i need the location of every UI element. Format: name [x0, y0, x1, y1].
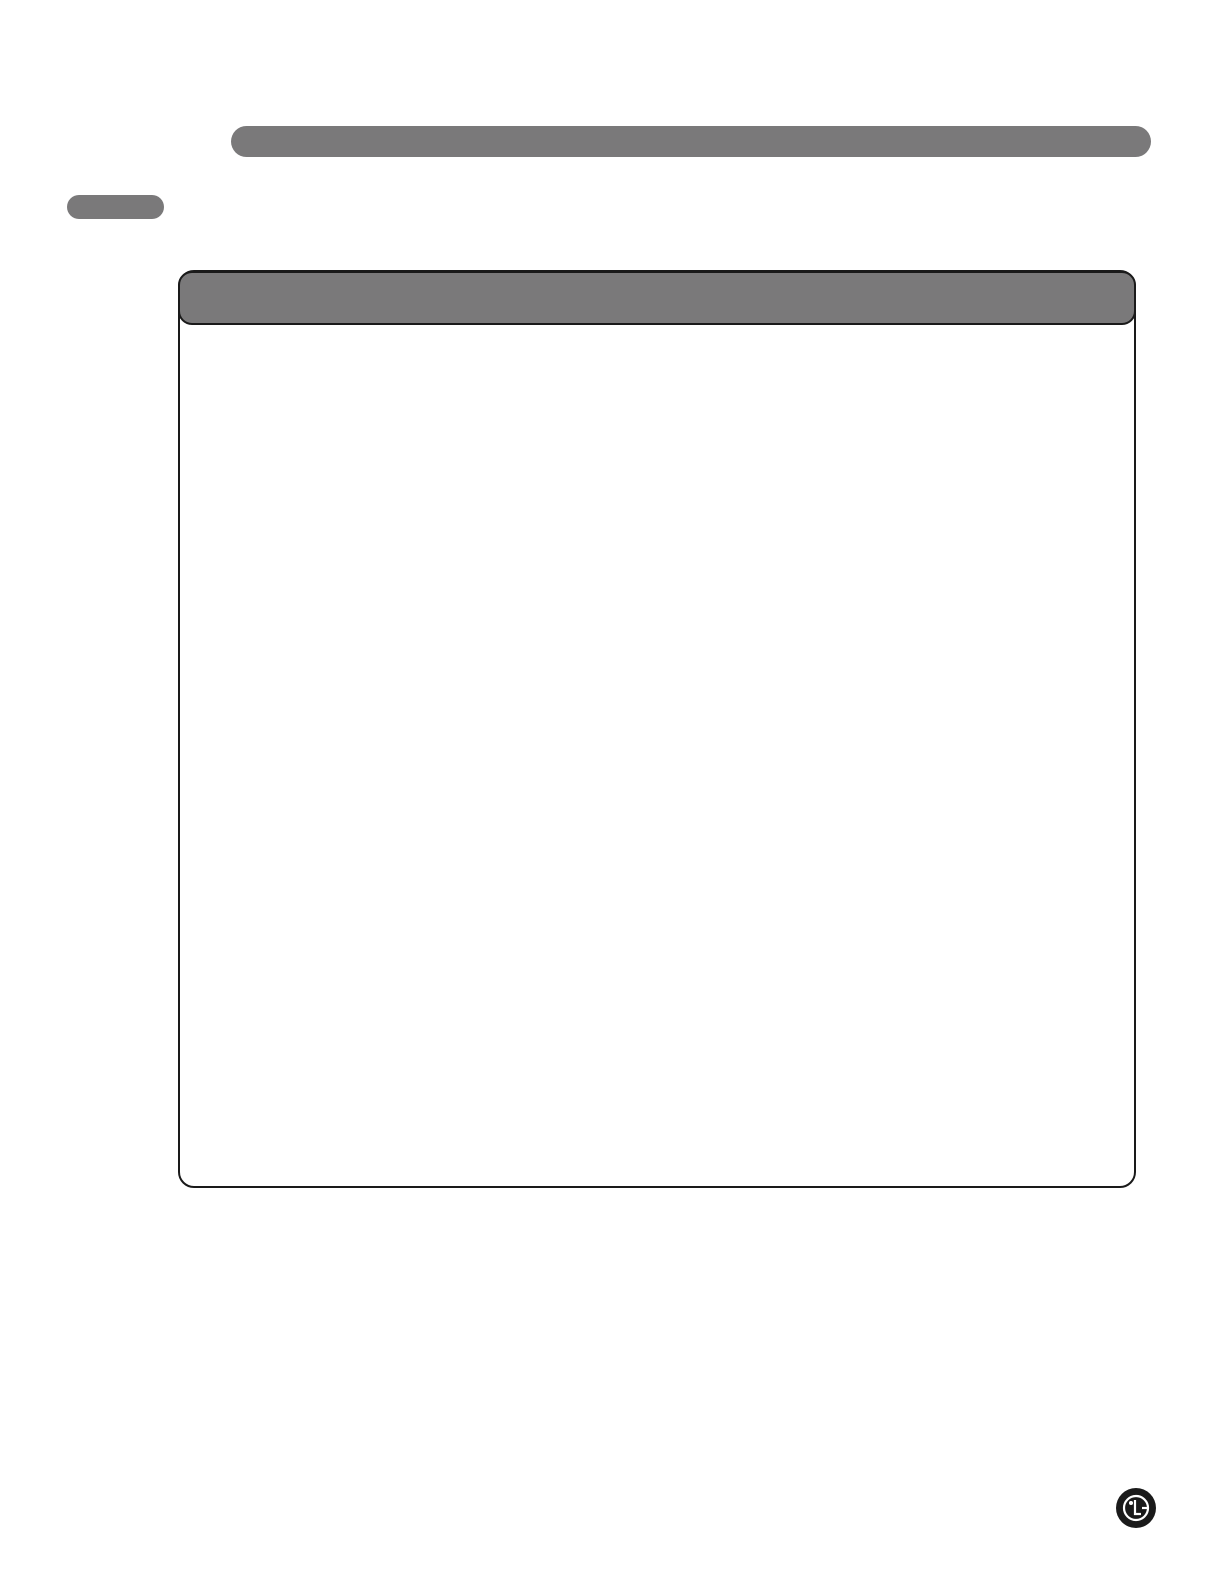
group-label-steam-sensor — [189, 323, 225, 833]
lg-logo-icon — [1115, 1487, 1157, 1529]
group-label-manual-dry — [190, 868, 226, 1144]
